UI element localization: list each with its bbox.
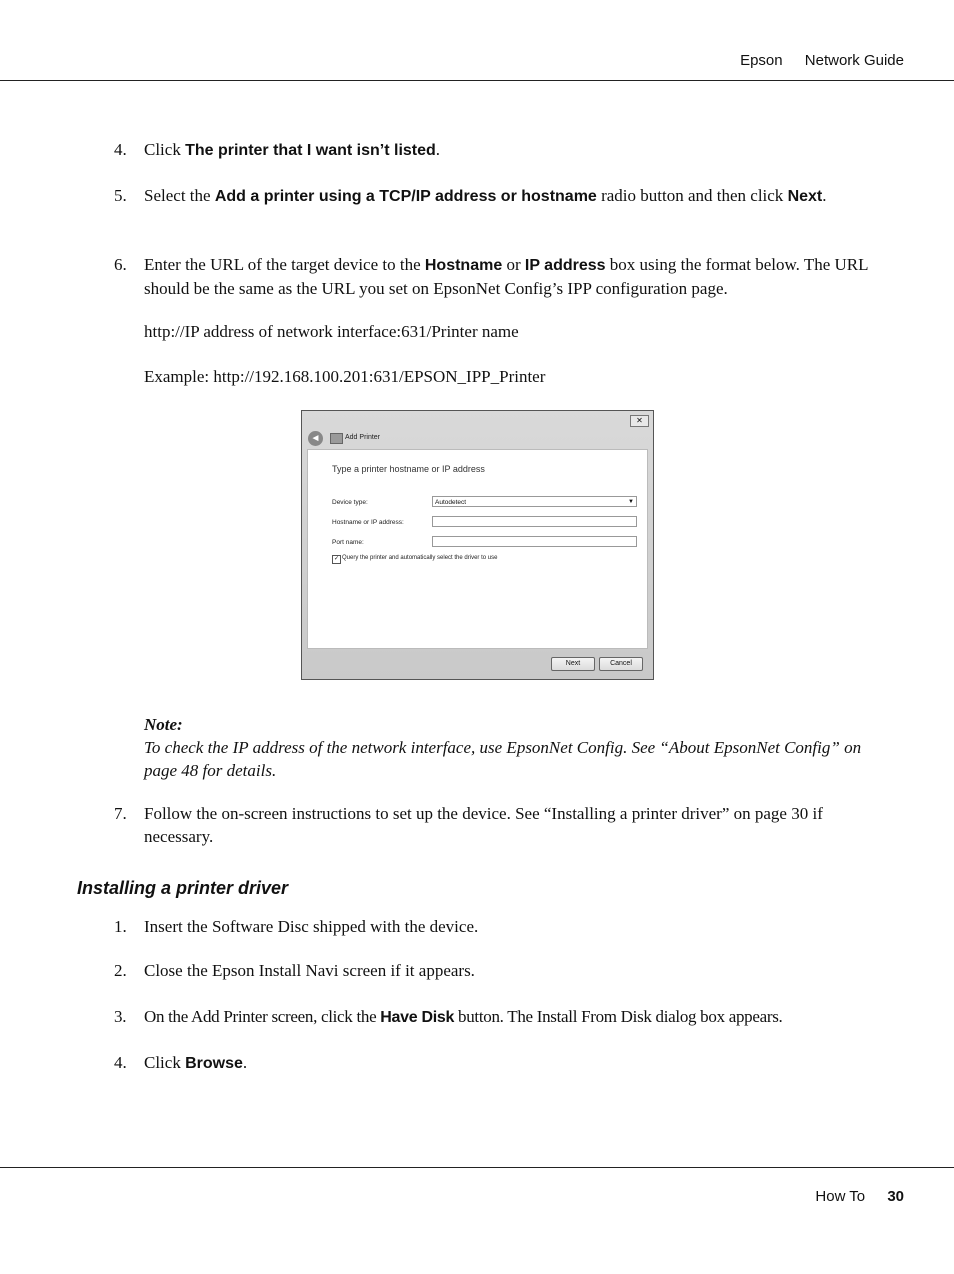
step-text: box using the format below. The URL should be the same as the URL you set on EpsonNet Config’s IPP configuration page. (144, 255, 868, 298)
header-rule (0, 80, 954, 81)
device-type-select[interactable] (432, 496, 637, 507)
ui-term: Add a printer using a TCP/IP address or hostname (214, 188, 597, 205)
step-number: 3. (114, 1007, 127, 1026)
query-checkbox[interactable]: ✓ (333, 556, 340, 562)
ui-term: IP address (524, 257, 606, 274)
step-number: 4. (114, 140, 127, 159)
ui-term: Have Disk (380, 1009, 455, 1026)
ui-term: Next (787, 188, 823, 205)
step-text: Enter the URL of the target device to the (144, 255, 425, 274)
step-text: Select the (144, 186, 215, 205)
step-7 (114, 802, 882, 848)
ui-term: Browse (185, 1055, 243, 1072)
step-text: . (242, 1053, 248, 1072)
step-number: 6. (114, 255, 127, 274)
page-number: 30 (887, 1188, 904, 1205)
note-title: Note: (144, 715, 183, 734)
url-example: Example: http://192.168.100.201:631/EPSON_IPP_Printer (144, 367, 546, 386)
note-text: To check the IP address of the network interface, use EpsonNet Config. See “About EpsonNet Config” on page 48 for details. (144, 738, 862, 780)
step-text: or (502, 255, 525, 274)
chevron-down-icon: ▼ (628, 499, 634, 505)
back-arrow-icon[interactable]: ◄ (308, 431, 323, 446)
step-2-b (114, 959, 882, 982)
cancel-button[interactable]: Cancel (599, 657, 643, 671)
footer-rule (0, 1167, 954, 1168)
step-4-a (114, 138, 882, 162)
header-brand: Epson (740, 52, 783, 69)
header-doc-title: Network Guide (804, 52, 904, 69)
step-text: . (435, 140, 441, 159)
ui-term: The printer that I want isn’t listed (185, 142, 436, 159)
section-title: Installing a printer driver (77, 878, 289, 898)
step-6-a (114, 253, 882, 300)
dialog-heading: Type a printer hostname or IP address (332, 464, 485, 474)
dialog-title: Add Printer (345, 434, 381, 441)
device-type-value: Autodetect (435, 499, 467, 506)
hostname-input[interactable] (432, 516, 637, 527)
footer-section: How To (815, 1188, 866, 1205)
port-name-input[interactable] (432, 536, 637, 547)
ui-term: Hostname (424, 257, 503, 274)
step-number: 7. (114, 804, 127, 823)
note-block (144, 713, 884, 782)
step-text: Close the Epson Install Navi screen if it appears. (144, 961, 475, 980)
step-1-b (114, 915, 882, 938)
step-4-b (114, 1051, 882, 1075)
dialog-content (307, 449, 648, 649)
step-text: button. The Install From Disk dialog box appears. (454, 1007, 783, 1026)
step-text: Insert the Software Disc shipped with the device. (144, 917, 479, 936)
step-5-a (114, 184, 882, 208)
step-text: Click (144, 1053, 186, 1072)
port-name-label: Port name: (332, 539, 364, 546)
close-icon[interactable]: ✕ (630, 415, 649, 427)
step-text: radio button and then click (596, 186, 788, 205)
step-number: 4. (114, 1053, 127, 1072)
step-number: 1. (114, 917, 127, 936)
step-text: Follow the on-screen instructions to set up the device. See “Installing a printer driver” on page 30 if necessary. (144, 804, 823, 846)
url-format: http://IP address of network interface:631/Printer name (144, 322, 519, 341)
query-checkbox-label: Query the printer and automatically select the driver to use (342, 555, 498, 561)
step-3-b (114, 1005, 882, 1029)
step-text: Click (144, 140, 186, 159)
page-header (722, 52, 904, 69)
step-number: 2. (114, 961, 127, 980)
step-number: 5. (114, 186, 127, 205)
printer-icon (330, 433, 343, 444)
device-type-label: Device type: (332, 499, 368, 506)
add-printer-dialog (301, 410, 654, 680)
next-button[interactable]: Next (551, 657, 595, 671)
step-text: . (822, 186, 827, 205)
step-text: On the Add Printer screen, click the (144, 1007, 381, 1026)
page-footer (815, 1188, 904, 1205)
hostname-label: Hostname or IP address: (332, 519, 404, 526)
